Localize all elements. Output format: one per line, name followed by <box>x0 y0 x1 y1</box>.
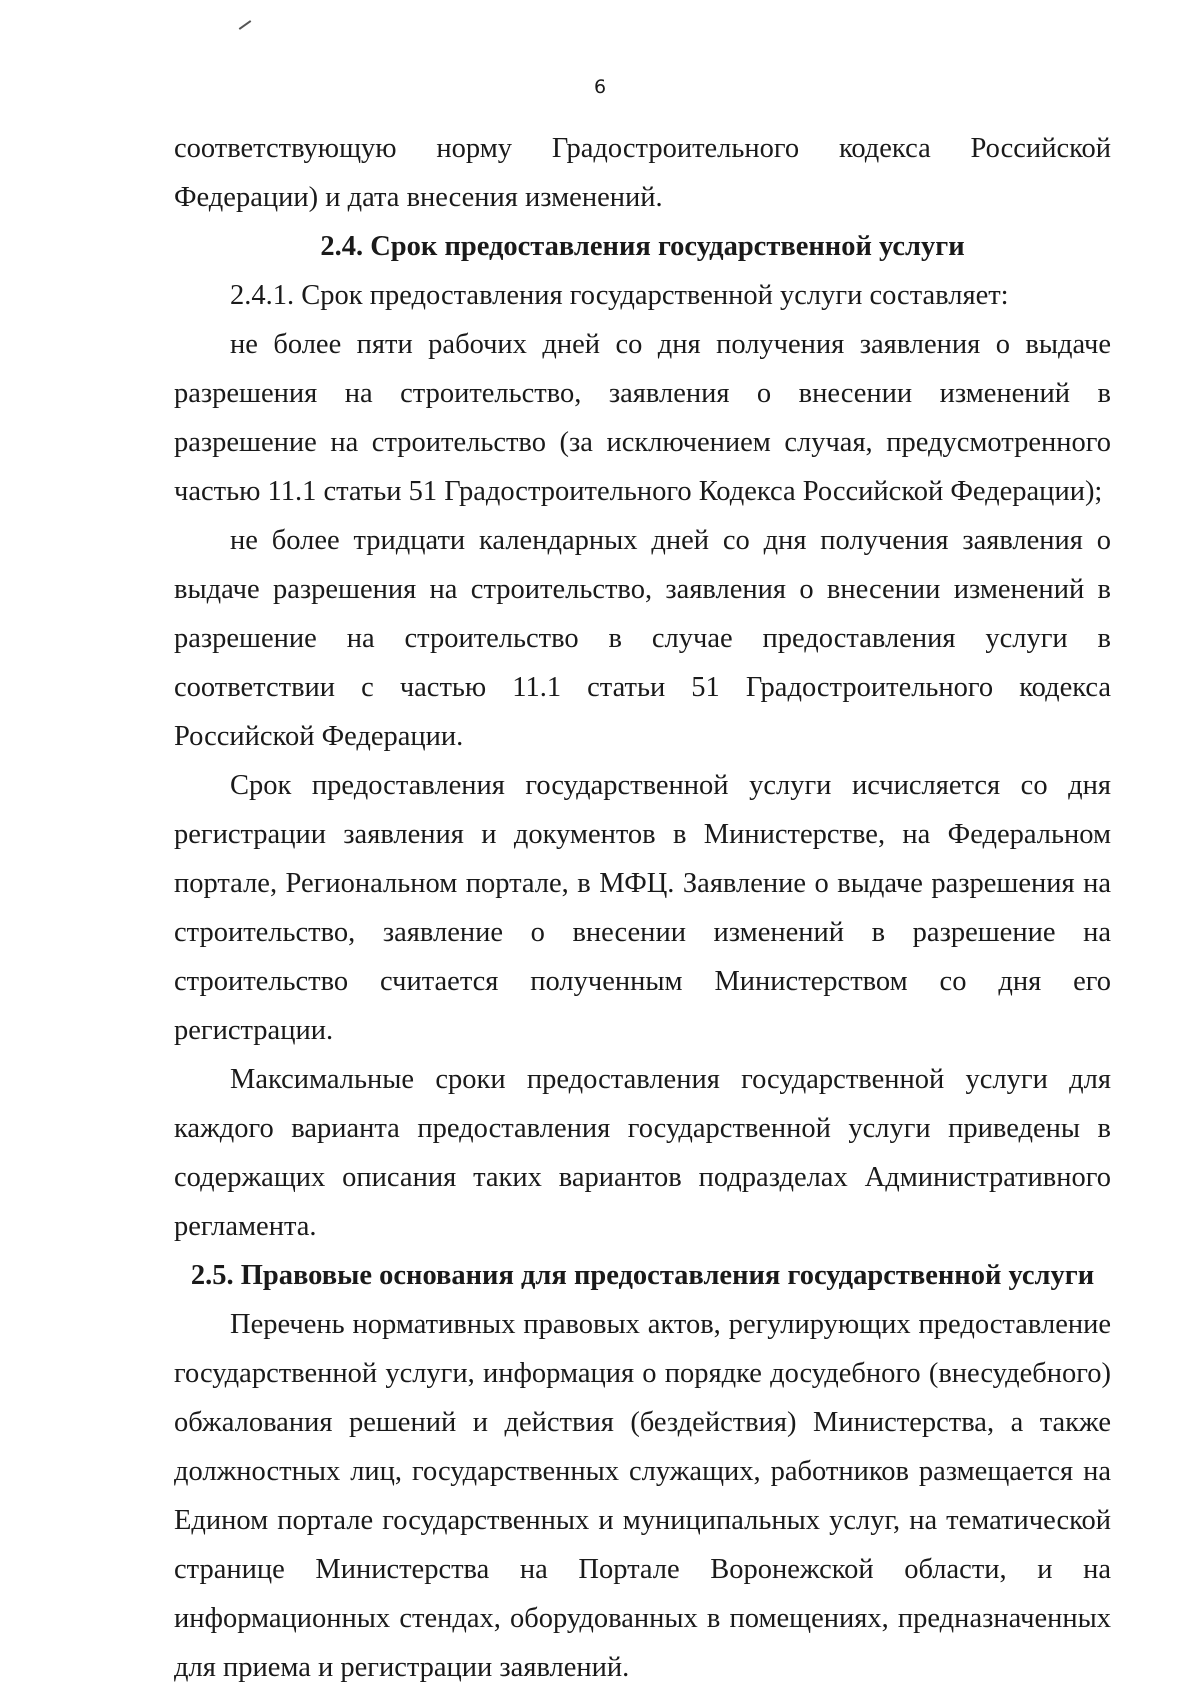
section-heading: 2.4. Срок предоставления государственной услуги <box>320 231 965 262</box>
scan-mark <box>239 20 252 30</box>
page-number: 6 <box>593 76 607 98</box>
paragraph: Перечень нормативных правовых актов, регулирующих предоставление государственной услуги, информация о порядке досудебного (внесудебного) обжалования решений и действия (бездействия) Министерства, а также должностных лиц, государственных служащих, работников размещается на Едином портале государственных и муниципальных услуг, на тематической странице Министерства на Портале Воронежской области, и на информационных стендах, оборудованных в помещениях, предназначенных для приема и регистрации заявлений. <box>174 1309 1111 1683</box>
paragraph: Срок предоставления государственной услуги исчисляется со дня регистрации заявления и документов в Министерстве, на Федеральном портале, Региональном портале, в МФЦ. Заявление о выдаче разрешения на строительство, заявление о внесении изменений в разрешение на строительство считается полученным Министерством со дня его регистрации. <box>174 770 1111 1046</box>
section-heading: 2.5. Правовые основания для предоставления государственной услуги <box>190 1260 1095 1291</box>
paragraph: не более тридцати календарных дней со дня получения заявления о выдаче разрешения на строительство, заявления о внесении изменений в разрешение на строительство в случае предоставления услуги в соответствии с частью 11.1 статьи 51 Градостроительного кодекса Российской Федерации. <box>174 525 1111 752</box>
paragraph: не более пяти рабочих дней со дня получения заявления о выдаче разрешения на строительство, заявления о внесении изменений в разрешение на строительство (за исключением случая, предусмотренного частью 11.1 статьи 51 Градостроительного Кодекса Российской Федерации); <box>174 329 1111 507</box>
document-body <box>174 124 1111 1692</box>
paragraph: 2.4.1. Срок предоставления государственной услуги составляет: <box>230 280 1009 311</box>
paragraph: Максимальные сроки предоставления государственной услуги для каждого варианта предоставления государственной услуги приведены в содержащих описания таких вариантов подразделах Административного регламента. <box>174 1064 1111 1242</box>
paragraph: соответствующую норму Градостроительного кодекса Российской Федерации) и дата внесения изменений. <box>174 133 1111 213</box>
